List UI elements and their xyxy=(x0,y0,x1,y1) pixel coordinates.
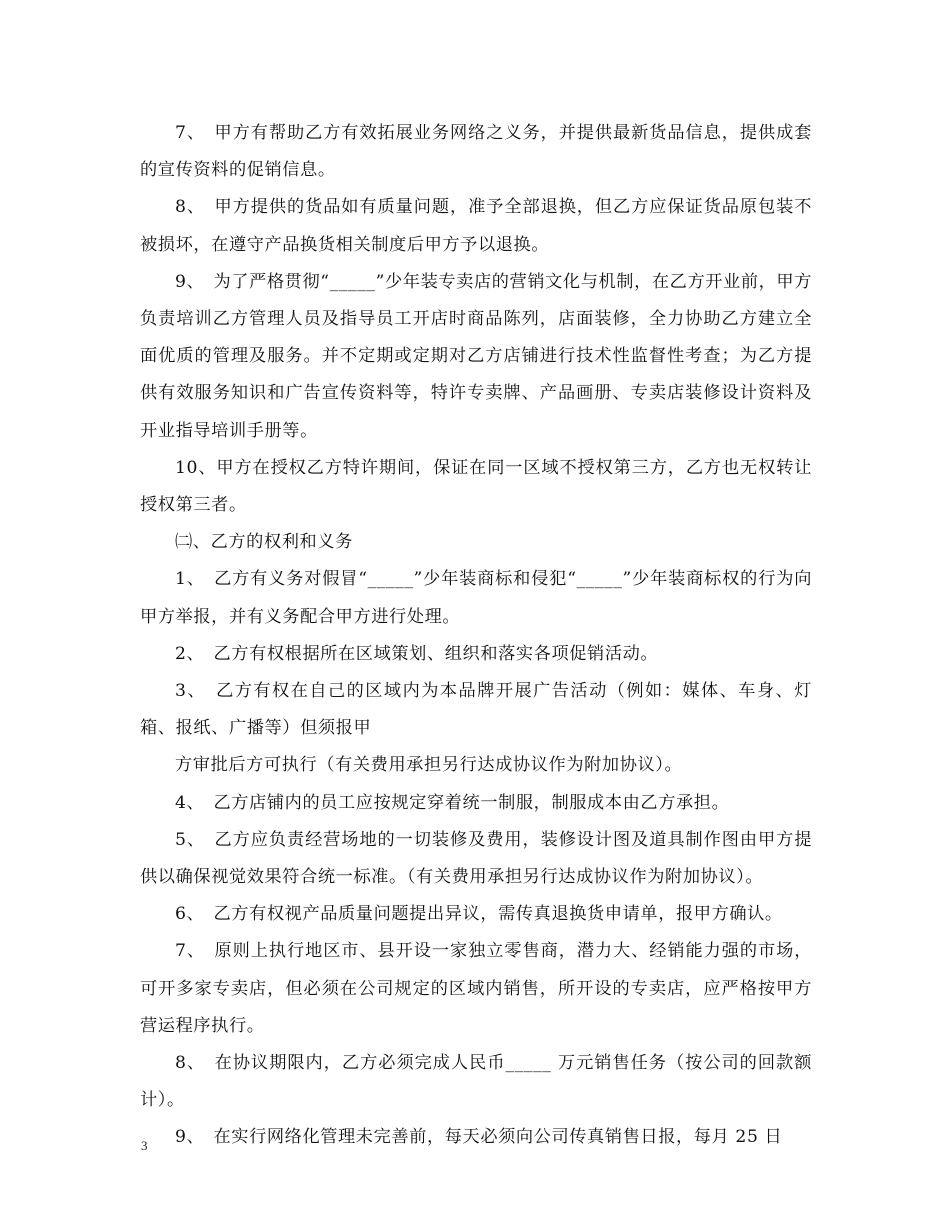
paragraph: 6、 乙方有权视产品质量问题提出异议，需传真退换货申请单，报甲方确认。 xyxy=(175,904,783,925)
paragraph: 2、 乙方有权根据所在区域策划、组织和落实各项促销活动。 xyxy=(175,643,659,664)
paragraph: 4、 乙方店铺内的员工应按规定穿着统一制服，制服成本由乙方承担。 xyxy=(175,792,730,813)
paragraph: 5、 乙方应负责经营场地的一切装修及费用，装修设计图及道具制作图由甲方提供以确保视觉效果符合统一标准。（有关费用承担另行达成协议作为附加协议）。 xyxy=(140,829,812,888)
paragraph: 8、 甲方提供的货品如有质量问题，准予全部退换，但乙方应保证货品原包装不被损坏，在遵守产品换货相关制度后甲方予以退换。 xyxy=(140,197,812,255)
paragraph: 9、 在实行网络化管理未完善前，每天必须向公司传真销售日报，每月 25 日 xyxy=(175,1127,783,1148)
paragraph: 方审批后方可执行（有关费用承担另行达成协议作为附加协议）。 xyxy=(175,755,683,776)
paragraph: 10、甲方在授权乙方特许期间，保证在同一区域不授权第三方，乙方也无权转让授权第三者。 xyxy=(140,457,812,516)
paragraph: 9、 为了严格贯彻“_____”少年装专卖店的营销文化与机制，在乙方开业前，甲方负责培训乙方管理人员及指导员工开店时商品陈列，店面装修，全力协助乙方建立全面优质的管理及服务。并不定期或定期对乙方店铺进行技术性监督性考查；为乙方提供有效服务知识和广告宣传资料等，特许专卖牌、产品画册、专卖店装修设计资料及开业指导培训手册等。 xyxy=(140,271,812,441)
paragraph: 1、 乙方有义务对假冒“_____”少年装商标和侵犯“_____”少年装商标权的行为向甲方举报，并有义务配合甲方进行处理。 xyxy=(140,569,812,627)
body-text xyxy=(140,115,812,1157)
paragraph: 7、 甲方有帮助乙方有效拓展业务网络之义务，并提供最新货品信息，提供成套的宣传资料的促销信息。 xyxy=(140,123,812,181)
section-heading: ㈡、乙方的权利和义务 xyxy=(175,532,353,553)
paragraph: 7、 原则上执行地区市、县开设一家独立零售商，潜力大、经销能力强的市场，可开多家专卖店，但必须在公司规定的区域内销售，所开设的专卖店，应严格按甲方营运程序执行。 xyxy=(140,941,812,1036)
paragraph: 3、 乙方有权在自己的区域内为本品牌开展广告活动（例如：媒体、车身、灯箱、报纸、广播等）但须报甲 xyxy=(140,681,812,739)
page-number: 3 xyxy=(141,1138,148,1153)
paragraph: 8、 在协议期限内，乙方必须完成人民币_____ 万元销售任务（按公司的回款额计）。 xyxy=(140,1053,812,1111)
